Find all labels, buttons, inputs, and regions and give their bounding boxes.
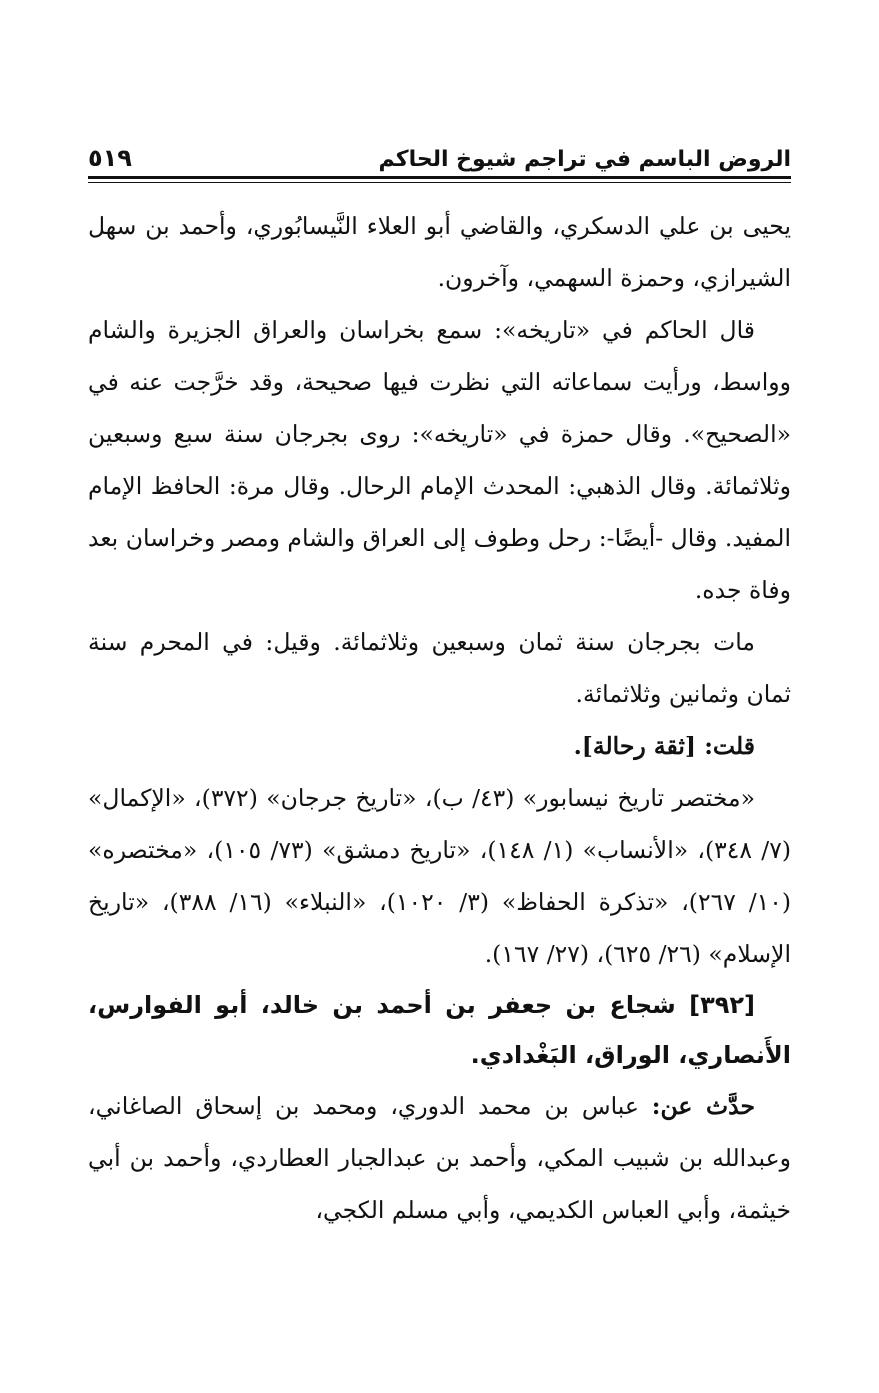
paragraph-teachers-continued: يحيى بن علي الدسكري، والقاضي أبو العلاء النَّيسابُوري، وأحمد بن سهل الشيرازي، وحمزة السهمي، وآخرون. xyxy=(88,212,791,292)
verdict-line: قلت: [ثقة رحالة]. xyxy=(573,732,755,760)
paragraph-death: مات بجرجان سنة ثمان وسبعين وثلاثمائة. وقيل: في المحرم سنة ثمان وثمانين وثلاثمائة. xyxy=(88,628,791,708)
page-body xyxy=(88,200,791,1236)
entry-heading: [٣٩٢] شجاع بن جعفر بن أحمد بن خالد، أبو الفوارس، الأَنصاري، الوراق، البَغْدادي. xyxy=(88,991,791,1069)
header-rule-thin xyxy=(88,182,791,183)
page-header xyxy=(88,136,791,172)
running-title: الروض الباسم في تراجم شيوخ الحاكم xyxy=(378,147,791,172)
paragraph-hakim-quote: قال الحاكم في «تاريخه»: سمع بخراسان والعراق الجزيرة والشام وواسط، ورأيت سماعاته التي نظرت فيها صحيحة، وقد خرَّجت عنه في «الصحيح». وقال حمزة في «تاريخه»: روى بجرجان سنة سبع وسبعين وثلاثمائة. وقال الذهبي: المحدث الإمام الرحال. وقال مرة: الحافظ الإمام المفيد. وقال -أيضًا-: رحل وطوف إلى العراق والشام ومصر وخراسان بعد وفاة جده. xyxy=(88,316,791,604)
sources-paragraph: «مختصر تاريخ نيسابور» (٤٣/ ب)، «تاريخ جرجان» (٣٧٢)، «الإكمال» (٧/ ٣٤٨)، «الأنساب» (١/ ١٤٨)، «تاريخ دمشق» (٧٣/ ١٠٥)، «مختصره» (١٠/ ٢٦٧)، «تذكرة الحفاظ» (٣/ ١٠٢٠)، «النبلاء» (١٦/ ٣٨٨)، «تاريخ الإسلام» (٢٦/ ٦٢٥)، (٢٧/ ١٦٧). xyxy=(88,784,792,968)
narrated-from-text: عباس بن محمد الدوري، ومحمد بن إسحاق الصاغاني، وعبدالله بن شبيب المكي، وأحمد بن عبدالجبار العطاردي، وأحمد بن أبي خيثمة، وأبي العباس الكديمي، وأبي مسلم الكجي، xyxy=(88,1092,791,1224)
narrated-from-label: حدَّث عن: xyxy=(651,1092,755,1120)
paragraph-narrated-from xyxy=(88,1080,791,1236)
header-rule-thick xyxy=(88,176,791,179)
page-number: ٥١٩ xyxy=(88,144,132,172)
